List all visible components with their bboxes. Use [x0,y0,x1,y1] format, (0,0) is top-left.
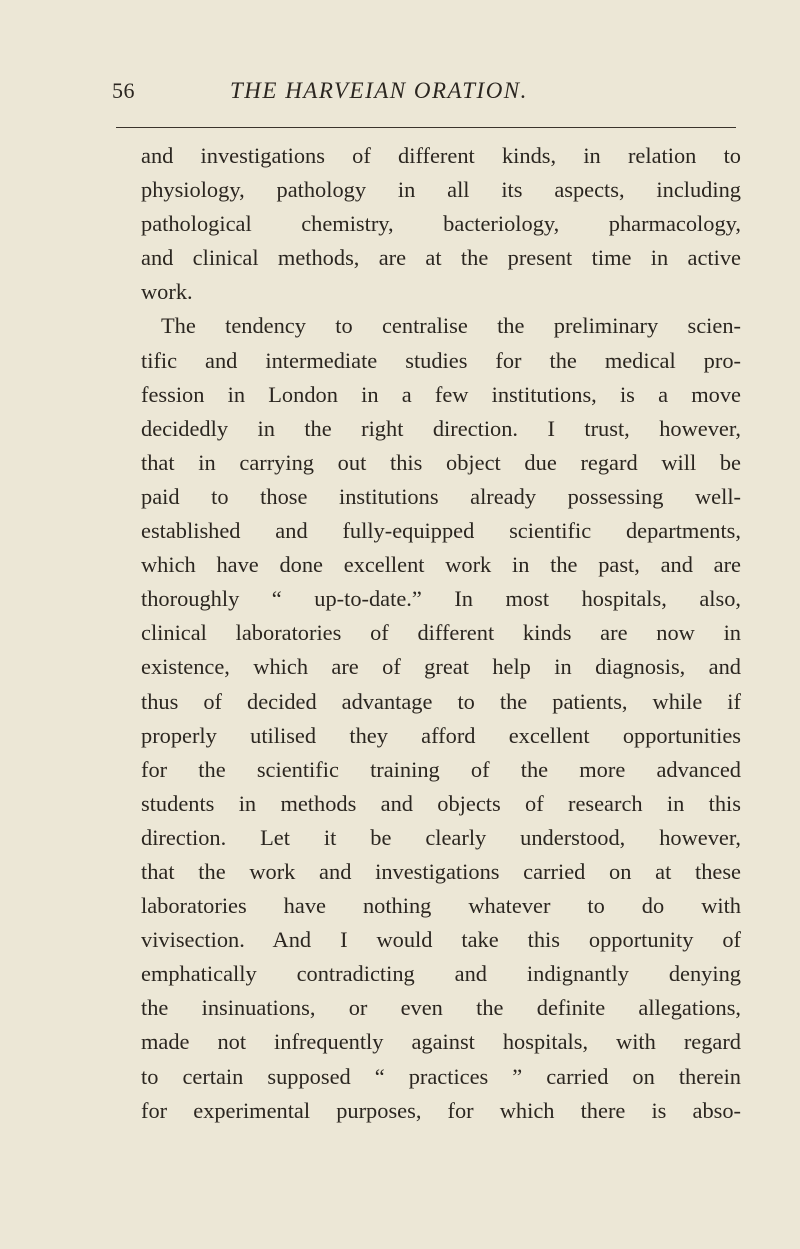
text-line: and investigations of different kinds, in relation to [141,143,741,168]
text-line: that in carrying out this object due regard will be [141,449,741,475]
text-line: the insinuations, or even the definite allegations, [141,995,741,1021]
text-line: existence, which are of great help in diagnosis, and [141,654,741,680]
page-number: 56 [112,78,135,103]
text-line: for the scientific training of the more advanced [141,756,741,782]
header-rule [116,127,736,128]
running-title: THE HARVEIAN ORATION. [230,78,528,103]
text-line: for experimental purposes, for which there is abso- [141,1097,741,1123]
text-line: work. [141,279,193,305]
text-line: clinical laboratories of different kinds are now in [141,620,741,646]
text-line: properly utilised they afford excellent opportunities [141,722,741,748]
text-line: that the work and investigations carried on at these [141,858,741,884]
text-line: paid to those institutions already possessing well- [141,483,741,509]
text-line: laboratories have nothing whatever to do with [141,893,741,919]
text-line: established and fully-equipped scientific departments, [141,518,741,544]
text-line: to certain supposed “ practices ” carried on therein [141,1063,741,1089]
text-line: pathological chemistry, bacteriology, pharmacology, [141,211,741,237]
body-text [141,139,741,1128]
text-line: The tendency to centralise the preliminary scien- [161,313,741,339]
text-line: made not infrequently against hospitals, with regard [141,1029,741,1055]
text-line: and clinical methods, are at the present time in active [141,245,741,271]
page-header [112,78,736,108]
text-line: physiology, pathology in all its aspects, including [141,177,741,203]
text-line: decidedly in the right direction. I trust, however, [141,415,741,441]
text-line: vivisection. And I would take this opportunity of [141,927,741,953]
text-line: direction. Let it be clearly understood, however, [141,824,741,850]
text-line: fession in London in a few institutions, is a move [141,381,741,407]
text-line: students in methods and objects of research in this [141,790,741,816]
text-line: emphatically contradicting and indignantly denying [141,961,741,987]
text-line: which have done excellent work in the past, and are [141,552,741,578]
text-line: thoroughly “ up-to-date.” In most hospitals, also, [141,586,741,612]
text-line: thus of decided advantage to the patients, while if [141,688,741,714]
text-line: tific and intermediate studies for the medical pro- [141,347,741,373]
